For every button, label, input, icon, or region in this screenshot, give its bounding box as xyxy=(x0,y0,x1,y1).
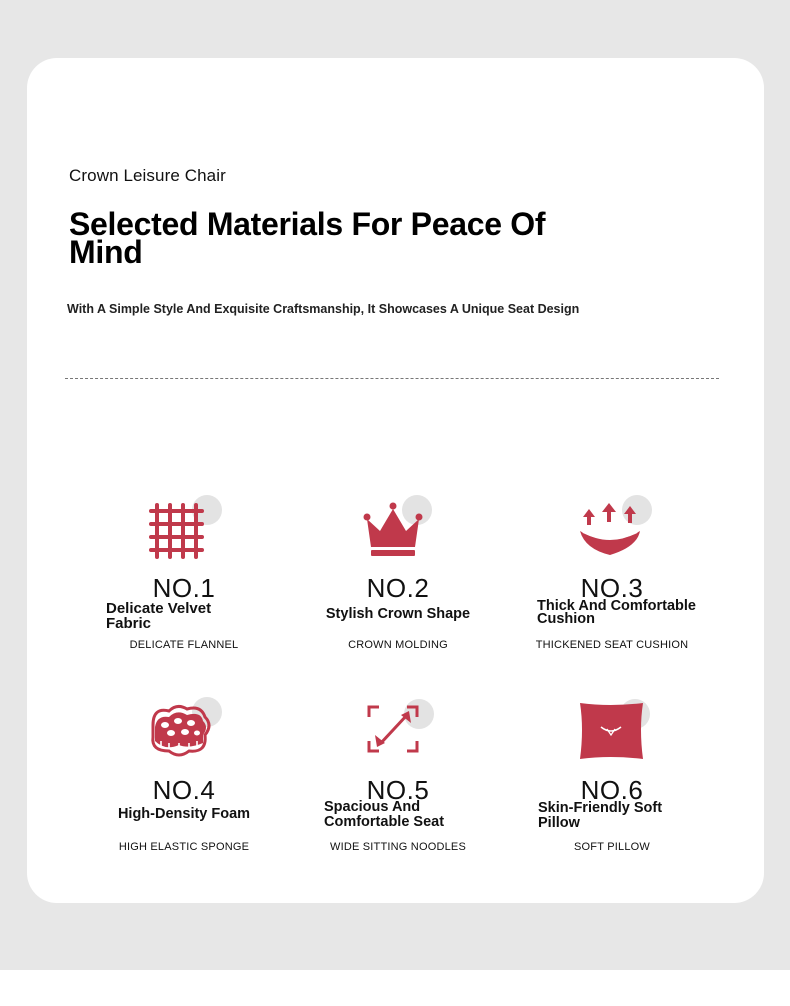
feature-item-2 xyxy=(283,495,513,670)
feature-subtitle: THICKENED SEAT CUSHION xyxy=(535,639,689,651)
feature-number: NO.4 xyxy=(152,775,216,805)
page-title: Selected Materials For Peace Of Mind xyxy=(69,206,546,270)
feature-subtitle: HIGH ELASTIC SPONGE xyxy=(118,841,250,853)
feature-subtitle: CROWN MOLDING xyxy=(348,639,448,651)
feature-card xyxy=(27,58,764,903)
dashed-divider xyxy=(65,378,719,379)
feature-title: Spacious And Comfortable Seat xyxy=(324,799,445,830)
feature-number: NO.5 xyxy=(366,775,430,805)
feature-subtitle: DELICATE FLANNEL xyxy=(129,639,239,651)
feature-subtitle: SOFT PILLOW xyxy=(574,841,650,853)
feature-item-1 xyxy=(69,495,299,670)
cushion-arrows-icon xyxy=(577,495,657,559)
grid-fabric-icon xyxy=(149,495,229,559)
feature-title: Delicate Velvet Fabric xyxy=(106,600,212,632)
feature-item-5 xyxy=(283,697,513,872)
pillow-icon xyxy=(577,697,657,761)
feature-title: Thick And Comfortable Cushion xyxy=(537,598,696,627)
feature-number: NO.1 xyxy=(152,573,216,603)
feature-item-4 xyxy=(69,697,299,872)
feature-number: NO.2 xyxy=(366,573,430,603)
product-name: Crown Leisure Chair xyxy=(69,166,226,185)
feature-title: Skin-Friendly Soft Pillow xyxy=(538,800,663,831)
feature-number: NO.6 xyxy=(580,775,644,805)
feature-item-6 xyxy=(497,697,727,872)
expand-icon xyxy=(363,697,443,761)
crown-icon xyxy=(363,495,443,559)
feature-subtitle: WIDE SITTING NOODLES xyxy=(329,841,466,853)
feature-item-3 xyxy=(497,495,727,670)
feature-title: High-Density Foam xyxy=(117,806,251,822)
feature-title: Stylish Crown Shape xyxy=(325,606,471,622)
sponge-icon xyxy=(149,697,229,761)
bottom-strip xyxy=(0,970,790,1006)
feature-number: NO.3 xyxy=(580,573,644,603)
page-subtitle: With A Simple Style And Exquisite Craftsmanship, It Showcases A Unique Seat Design xyxy=(67,302,580,316)
